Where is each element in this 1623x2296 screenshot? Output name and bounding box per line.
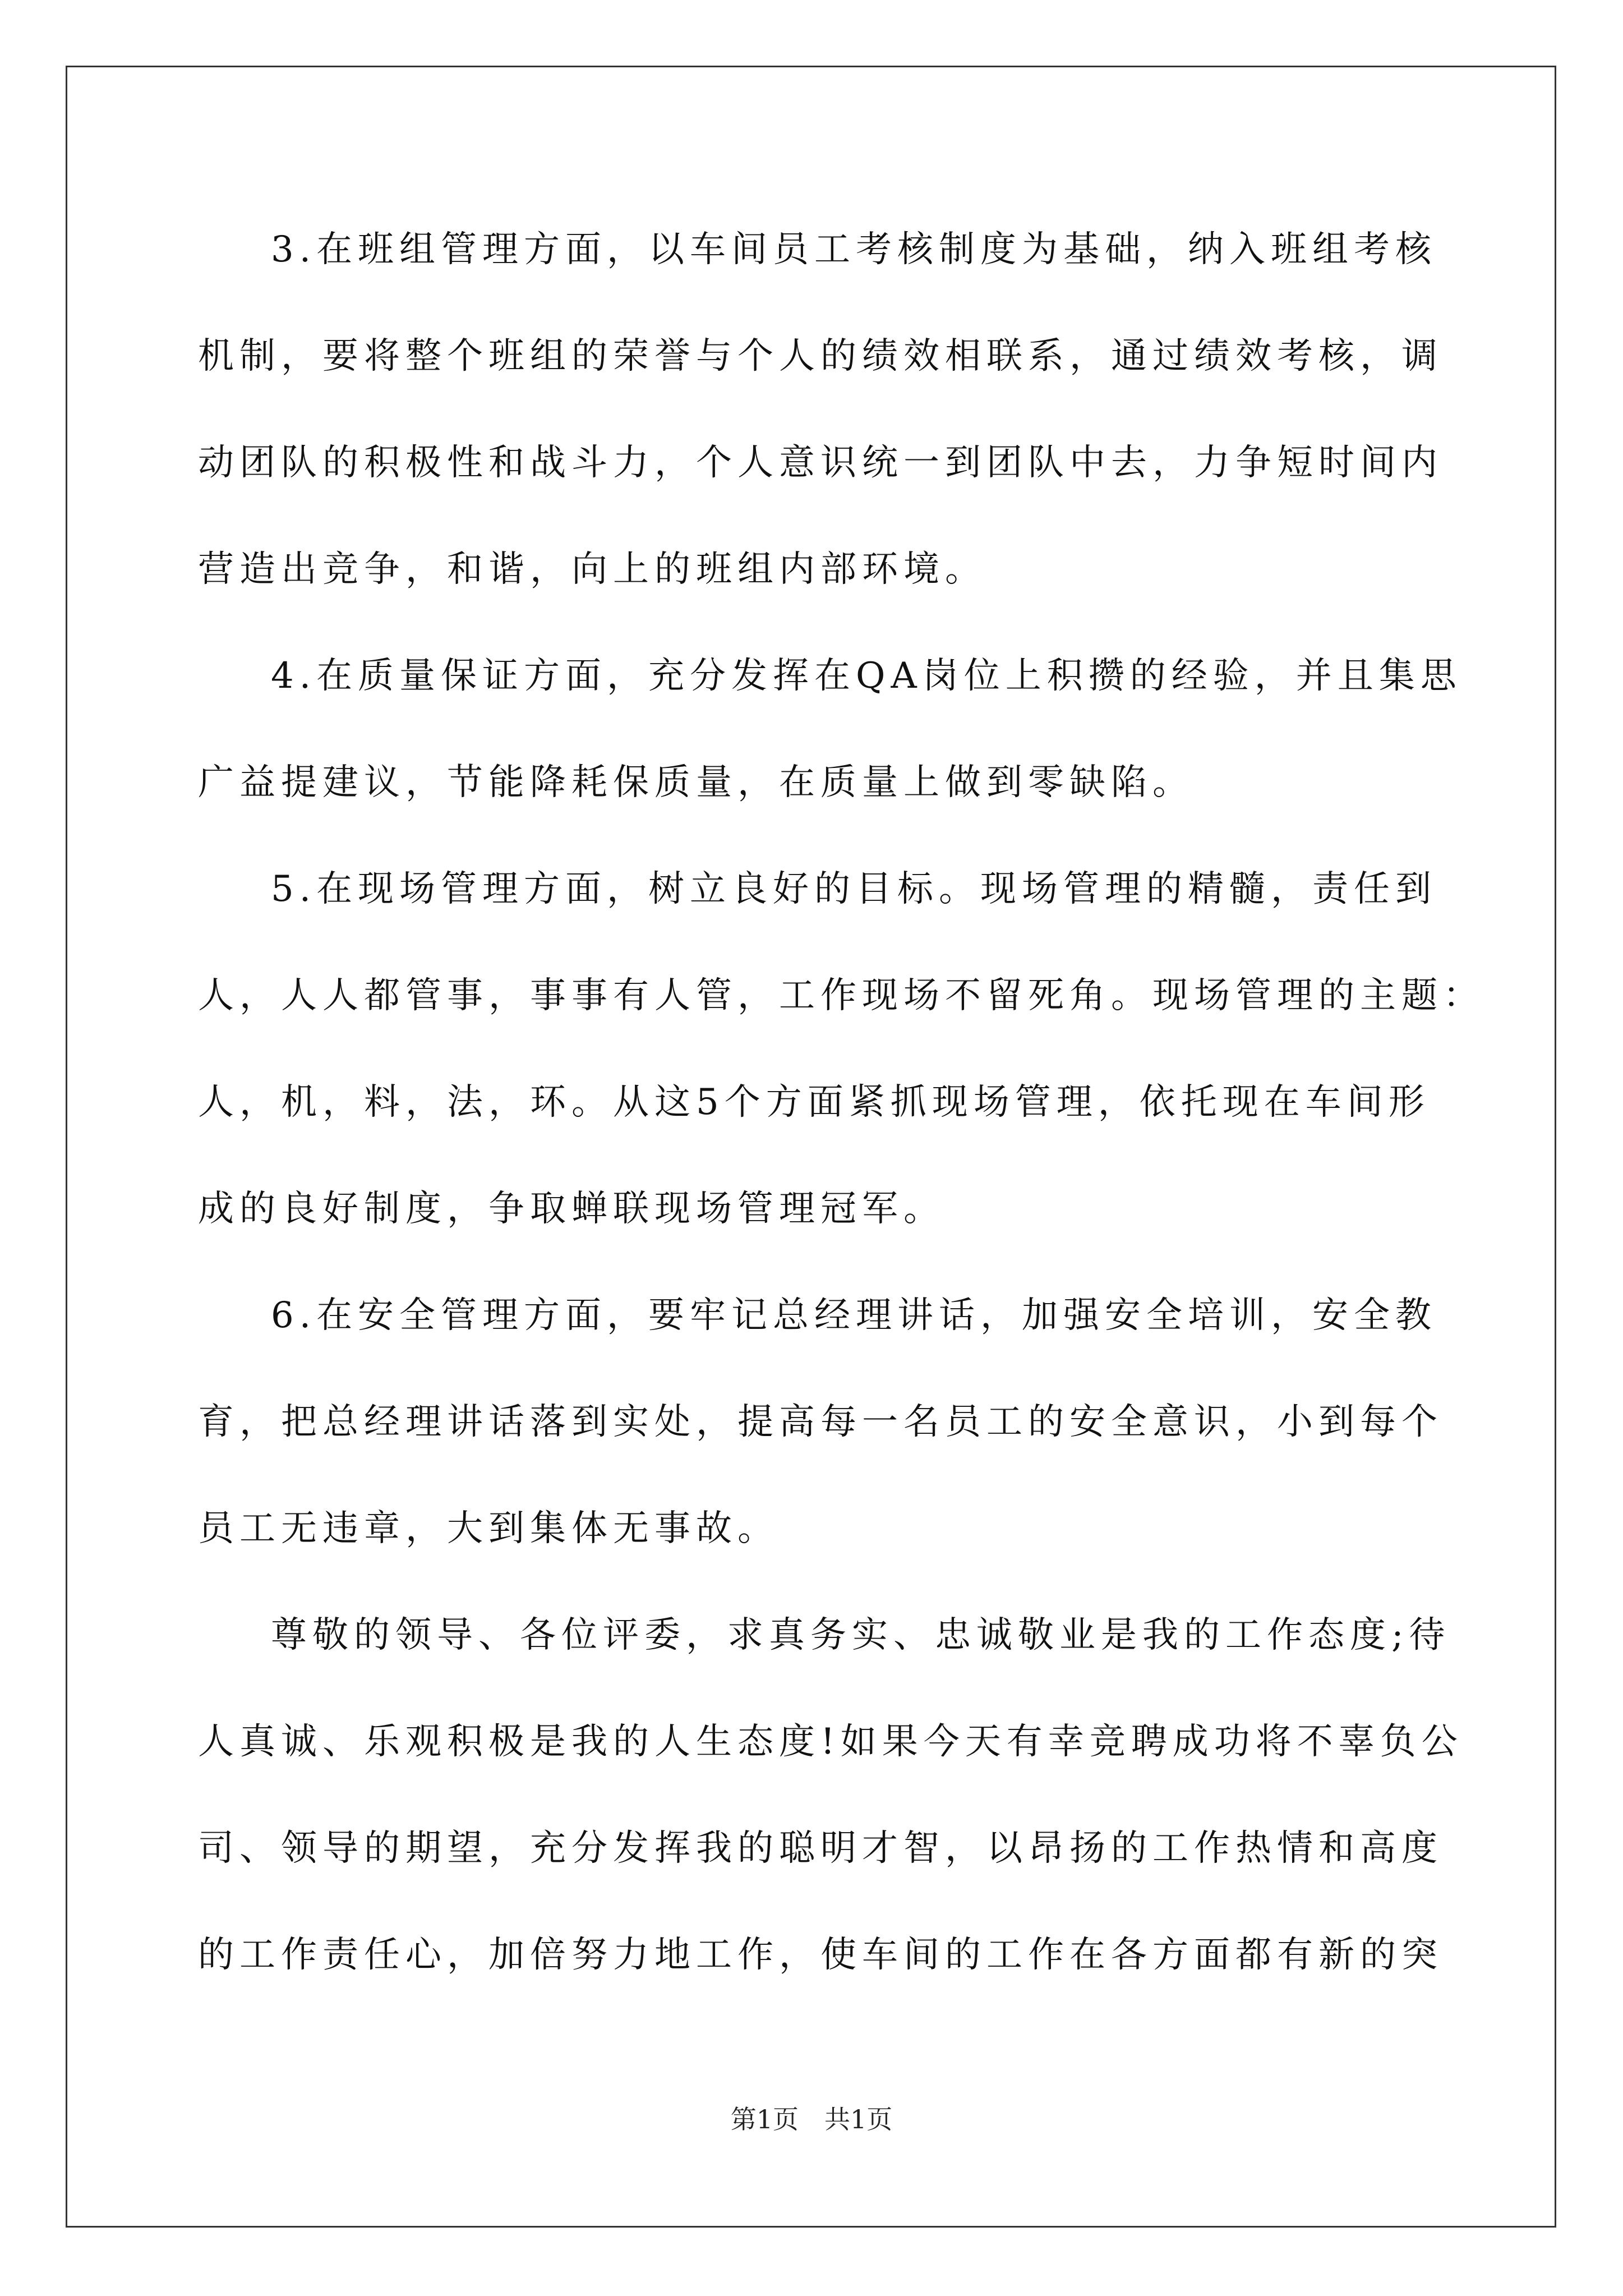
text-line: 3.在班组管理方面，以车间员工考核制度为基础，纳入班组考核: [271, 229, 1437, 270]
text-line: 的工作责任心，加倍努力地工作，使车间的工作在各方面都有新的突: [198, 1934, 1443, 1976]
document-body: [198, 216, 1484, 2028]
text-line: 成的良好制度，争取蝉联现场管理冠军。: [198, 1188, 945, 1230]
text-line: 员工无违章，大到集体无事故。: [198, 1508, 779, 1549]
text-line: 5.在现场管理方面，树立良好的目标。现场管理的精髓，责任到: [271, 868, 1437, 910]
page-footer: [0, 2102, 1623, 2136]
page-number-total: 共1页: [824, 2104, 893, 2134]
page-number-current: 第1页: [730, 2104, 799, 2134]
text-line: 育，把总经理讲话落到实处，提高每一名员工的安全意识，小到每个: [198, 1401, 1443, 1443]
text-line: 广益提建议，节能降耗保质量，在质量上做到零缺陷。: [198, 762, 1194, 803]
text-line: 动团队的积极性和战斗力，个人意识统一到团队中去，力争短时间内: [198, 442, 1443, 484]
text-line: 营造出竞争，和谐，向上的班组内部环境。: [198, 549, 986, 590]
text-line: 人，人人都管事，事事有人管，工作现场不留死角。现场管理的主题：: [198, 975, 1484, 1016]
text-line: 尊敬的领导、各位评委，求真务实、忠诚敬业是我的工作态度;待: [271, 1614, 1451, 1656]
text-line: 司、领导的期望，充分发挥我的聪明才智，以昂扬的工作热情和高度: [198, 1828, 1443, 1869]
text-line: 6.在安全管理方面，要牢记总经理讲话，加强安全培训，安全教: [271, 1295, 1437, 1336]
text-line: 人真诚、乐观积极是我的人生态度!如果今天有幸竞聘成功将不辜负公: [198, 1721, 1463, 1763]
text-line: 机制，要将整个班组的荣誉与个人的绩效相联系，通过绩效考核，调: [198, 335, 1443, 377]
text-line: 4.在质量保证方面，充分发挥在QA岗位上积攒的经验，并且集思: [271, 655, 1462, 697]
text-line: 人，机，料，法，环。从这5个方面紧抓现场管理，依托现在车间形: [198, 1082, 1430, 1123]
